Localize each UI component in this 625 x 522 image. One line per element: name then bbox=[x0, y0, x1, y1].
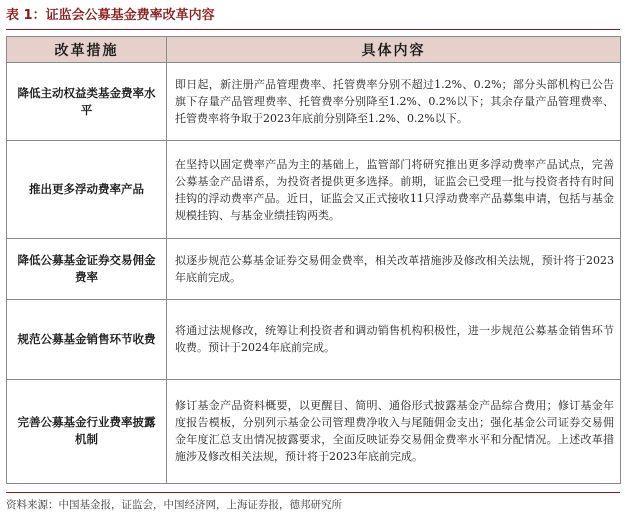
caption-divider bbox=[6, 29, 620, 30]
measure-cell: 推出更多浮动费率产品 bbox=[7, 141, 167, 239]
header-content: 具体内容 bbox=[167, 37, 621, 63]
measure-cell: 降低主动权益类基金费率水平 bbox=[7, 63, 167, 141]
table-row bbox=[7, 379, 621, 483]
table-row bbox=[7, 299, 621, 379]
table-row bbox=[7, 63, 621, 141]
source-note: 资料来源：中国基金报，证监会，中国经济网，上海证券报，德邦研究所 bbox=[6, 499, 342, 511]
reform-table bbox=[6, 36, 621, 484]
source-divider bbox=[6, 492, 620, 493]
measure-cell: 规范公募基金销售环节收费 bbox=[7, 299, 167, 379]
content-cell: 将通过法规修改，统筹让利投资者和调动销售机构积极性，进一步规范公募基金销售环节收费。预计于2024年底前完成。 bbox=[167, 299, 621, 379]
content-cell: 拟逐步规范公募基金证券交易佣金费率，相关改革措施涉及修改相关法规，预计将于2023年底前完成。 bbox=[167, 239, 621, 299]
header-measure: 改革措施 bbox=[7, 37, 167, 63]
content-cell: 即日起，新注册产品管理费率、托管费率分别不超过1.2%、0.2%；部分头部机构已公告旗下存量产品管理费率、托管费率分别降至1.2%、0.2%以下；其余存量产品管理费率、托管费率将争取于2023年底前分别降至1.2%、0.2%以下。 bbox=[167, 63, 621, 141]
table-caption: 表 1：证监会公募基金费率改革内容 bbox=[6, 8, 215, 23]
measure-cell: 完善公募基金行业费率披露机制 bbox=[7, 379, 167, 483]
content-cell: 在坚持以固定费率产品为主的基础上，监管部门将研究推出更多浮动费率产品试点，完善公募基金产品谱系，为投资者提供更多选择。前期，证监会已受理一批与投资者持有时间挂钩的浮动费率产品。近日，证监会又正式接收11只浮动费率产品募集申请，包括与基金规模挂钩、与基金业绩挂钩两类。 bbox=[167, 141, 621, 239]
table-row bbox=[7, 141, 621, 239]
table-row bbox=[7, 239, 621, 299]
measure-cell: 降低公募基金证券交易佣金费率 bbox=[7, 239, 167, 299]
table-header-row bbox=[7, 37, 621, 63]
content-cell: 修订基金产品资料概要，以更醒目、简明、通俗形式披露基金产品综合费用；修订基金年度报告模板，分别列示基金公司管理费净收入与尾随佣金支出；强化基金公司证券交易佣金年度汇总支出情况披露要求，全面反映证券交易佣金费率水平和分配情况。上述改革措施涉及修改相关法规，预计将于2023年底前完成。 bbox=[167, 379, 621, 483]
